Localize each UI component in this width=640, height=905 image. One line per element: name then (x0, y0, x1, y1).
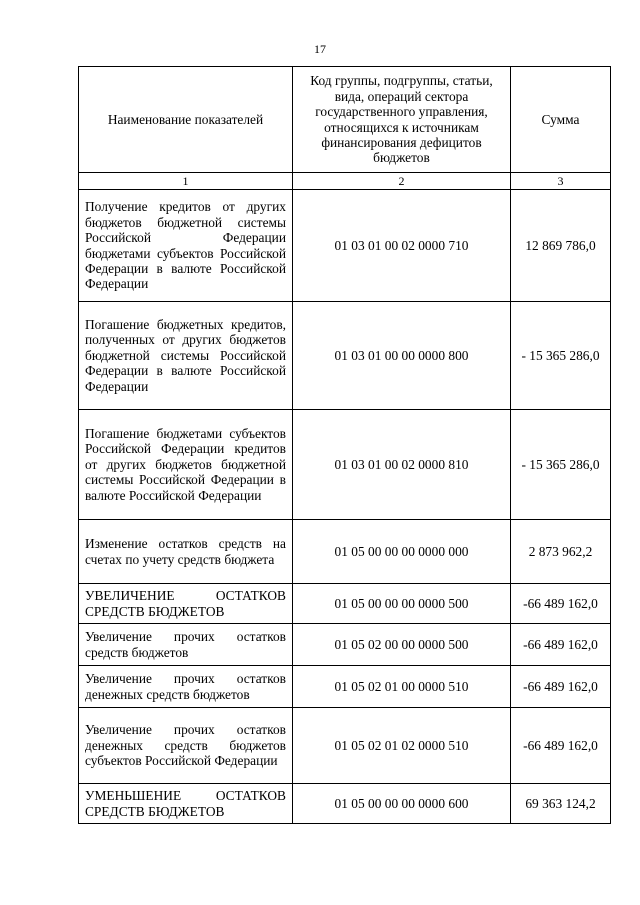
header-sum: Сумма (511, 67, 611, 173)
row-name: Погашение бюджетных кредитов, полученных от других бюджетов бюджетной системы Российской Федерации в валюте Российской Федерации (79, 302, 293, 410)
budget-sources-table (78, 66, 611, 824)
table-row (79, 520, 611, 584)
row-sum: -66 489 162,0 (511, 624, 611, 666)
row-name: Погашение бюджетами субъектов Российской Федерации кредитов от других бюджетов бюджетной системы Российской Федерации в валюте Российской Федерации (79, 410, 293, 520)
header-name: Наименование показателей (79, 67, 293, 173)
row-code: 01 03 01 00 02 0000 810 (293, 410, 511, 520)
column-number-2: 2 (293, 173, 511, 190)
row-name: УВЕЛИЧЕНИЕ ОСТАТКОВ СРЕДСТВ БЮДЖЕТОВ (79, 584, 293, 624)
column-number-3: 3 (511, 173, 611, 190)
table-row (79, 666, 611, 708)
row-code: 01 05 02 00 00 0000 500 (293, 624, 511, 666)
row-name: Увеличение прочих остатков средств бюджетов (79, 624, 293, 666)
table-row (79, 624, 611, 666)
row-sum: 69 363 124,2 (511, 784, 611, 824)
row-sum: 2 873 962,2 (511, 520, 611, 584)
row-code: 01 05 02 01 00 0000 510 (293, 666, 511, 708)
row-name: Увеличение прочих остатков денежных средств бюджетов (79, 666, 293, 708)
row-code: 01 05 00 00 00 0000 600 (293, 784, 511, 824)
header-code: Код группы, подгруппы, статьи, вида, операций сектора государственного управления, относящихся к источникам финансирования дефицитов бюджетов (293, 67, 511, 173)
row-name: Получение кредитов от других бюджетов бюджетной системы Российской Федерации бюджетами субъектов Российской Федерации в валюте Российской Федерации (79, 190, 293, 302)
table-header-row (79, 67, 611, 173)
row-sum: -66 489 162,0 (511, 666, 611, 708)
table-row (79, 584, 611, 624)
row-code: 01 03 01 00 00 0000 800 (293, 302, 511, 410)
row-sum: 12 869 786,0 (511, 190, 611, 302)
table-row (79, 708, 611, 784)
table-row (79, 302, 611, 410)
page-number: 17 (314, 42, 326, 56)
table-row (79, 190, 611, 302)
table-row (79, 410, 611, 520)
row-code: 01 05 00 00 00 0000 000 (293, 520, 511, 584)
row-sum: - 15 365 286,0 (511, 410, 611, 520)
column-number-1: 1 (79, 173, 293, 190)
column-number-row (79, 173, 611, 190)
row-code: 01 05 00 00 00 0000 500 (293, 584, 511, 624)
table-row (79, 784, 611, 824)
row-code: 01 05 02 01 02 0000 510 (293, 708, 511, 784)
row-name: Изменение остатков средств на счетах по учету средств бюджета (79, 520, 293, 584)
row-name: УМЕНЬШЕНИЕ ОСТАТКОВ СРЕДСТВ БЮДЖЕТОВ (79, 784, 293, 824)
row-sum: -66 489 162,0 (511, 584, 611, 624)
row-sum: -66 489 162,0 (511, 708, 611, 784)
row-sum: - 15 365 286,0 (511, 302, 611, 410)
row-code: 01 03 01 00 02 0000 710 (293, 190, 511, 302)
row-name: Увеличение прочих остатков денежных средств бюджетов субъектов Российской Федерации (79, 708, 293, 784)
